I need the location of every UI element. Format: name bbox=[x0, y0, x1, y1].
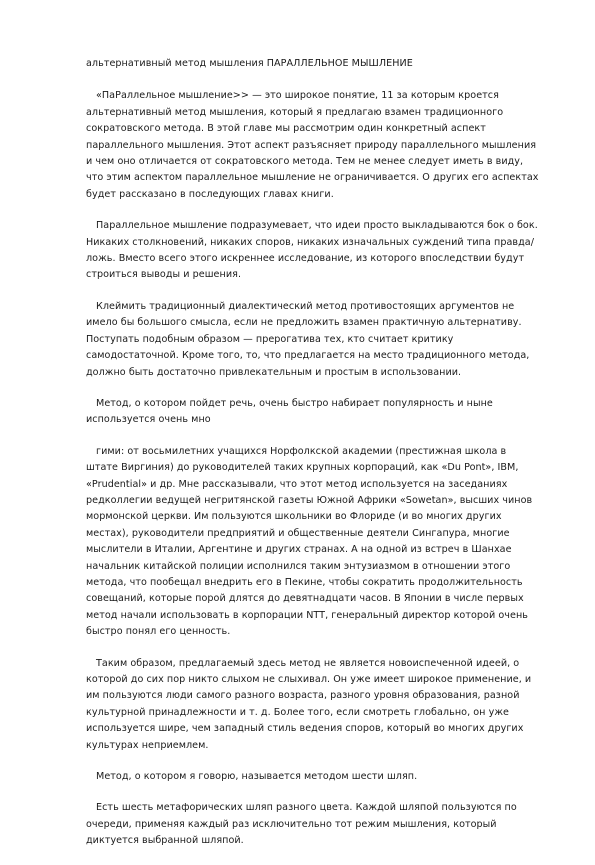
paragraph-1: «ПаРаллельное мышление>> — это широкое понятие, 11 за которым кроется альтернативный метод мышления, который я предлагаю взамен традиционного сократовского метода. В этой главе мы рассмотрим один конкретный аспект параллельного мышления. Этот аспект разъясняет природу параллельного мышления и чем оно отличается от сократовского метода. Тем не менее следует иметь в виду, что этим аспектом параллельное мышление не ограничивается. О других его аспектах будет рассказано в последующих главах книги. bbox=[86, 90, 539, 200]
paragraph-3: Клеймить традиционный диалектический метод противостоящих аргументов не имело бы большого смысла, если не предложить взамен практичную альтернативу. Поступать подобным образом — прерогатива тех, кто считает критику самодостаточной. Кроме того, то, что предлагается на место традиционного метода, должно быть достаточно привлекательным и простым в использовании. bbox=[86, 300, 530, 378]
document-title: альтернативный метод мышления ПАРАЛЛЕЛЬНОЕ МЫШЛЕНИЕ bbox=[86, 58, 413, 69]
paragraph-5: гими: от восьмилетних учащихся Норфолкской академии (престижная школа в штате Виргиния) до руководителей таких крупных корпораций, как «Du Pont», IBM, «Prudential» и др. Мне рассказывали, что этот метод используется на заседаниях редколлегии ведущей негритянской газеты Южной Африки «Sowetan», высших чинов мормонской церкви. Им пользуются школьники во Флориде (и во многих других местах), руководители предприятий и общественные деятели Сингапура, многие мыслители в Италии, Аргентине и других странах. А на одной из встреч в Шанхае начальник китайской полиции исполнился таким энтузиазмом в отношении этого метода, что пообещал внедрить его в Пекине, чтобы сократить продолжительность совещаний, которые порой длятся до девятнадцати часов. В Японии в числе первых метод начали использовать в корпорации NTT, генеральный директор которой очень быстро понял его ценность. bbox=[86, 445, 533, 638]
paragraph-6: Таким образом, предлагаемый здесь метод не является новоиспеченной идеей, о которой до сих пор никто слыхом не слыхивал. Он уже имеет широкое применение, и им пользуются люди самого разного возраста, разного уровня образования, разной культурной принадлежности и т. д. Более того, если смотреть глобально, он уже используется шире, чем западный стиль ведения споров, который во многих других культурах неприемлем. bbox=[86, 657, 532, 751]
paragraph-8: Есть шесть метафорических шляп разного цвета. Каждой шляпой пользуются по очереди, применяя каждый раз исключительно тот режим мышления, который диктуется выбранной шляпой. bbox=[86, 802, 517, 847]
paragraph-7: Метод, о котором я говорю, называется методом шести шляп. bbox=[96, 771, 418, 783]
paragraph-2: Параллельное мышление подразумевает, что идеи просто выкладываются бок о бок. Никаких столкновений, никаких споров, никаких изначальных суждений типа правда/ложь. Вместо всего этого искреннее исследование, из которого впоследствии будут строиться выводы и решения. bbox=[86, 220, 538, 281]
paragraph-4: Метод, о котором пойдет речь, очень быстро набирает популярность и ныне используется очень мно bbox=[86, 397, 493, 426]
document-body bbox=[86, 56, 541, 865]
